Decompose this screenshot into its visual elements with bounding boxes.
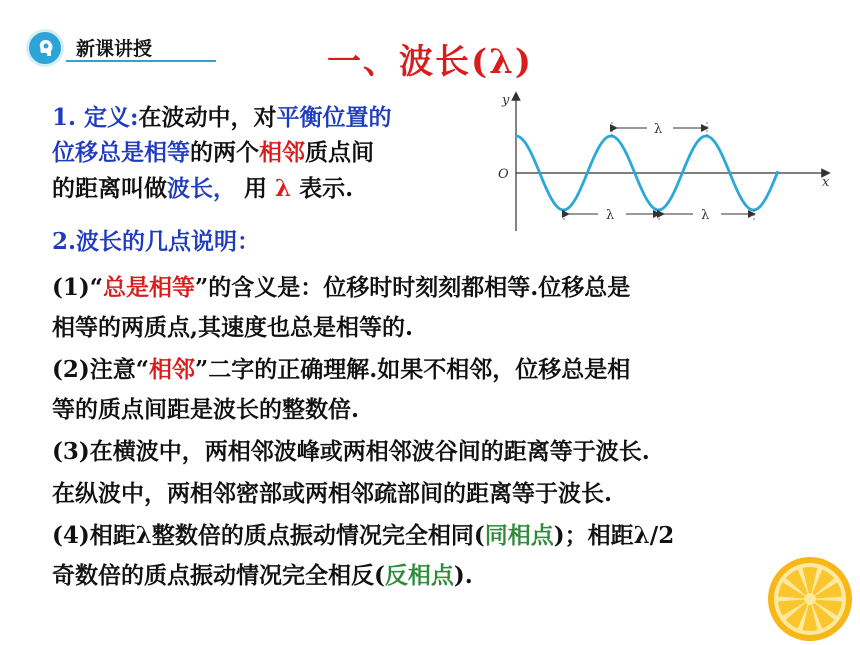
origin-label: O xyxy=(498,167,509,182)
section-heading: 2.波长的几点说明： xyxy=(52,228,261,255)
item-4-line-2 xyxy=(52,558,473,593)
item-1-line-1 xyxy=(52,270,630,305)
definition-label: 1. 定义: xyxy=(52,104,139,131)
definition-line-1 xyxy=(52,100,392,135)
item-3-line-1: (3)在横波中，两相邻波峰或两相邻波谷间的距离等于波长. xyxy=(52,438,650,465)
item-3-line-2: 在纵波中，两相邻密部或两相邻疏部间的距离等于波长. xyxy=(52,480,613,507)
item-text: )；相距λ/2 xyxy=(553,522,675,549)
item-text: ). xyxy=(453,562,473,589)
term-always-equal: 总是相等 xyxy=(103,274,195,301)
item-2-line-1 xyxy=(52,352,630,387)
definition-line-3 xyxy=(52,171,353,206)
term-adjacent-emph: 相邻 xyxy=(149,356,195,383)
wave-diagram xyxy=(492,86,838,236)
item-text: ”的含义是：位移时时刻刻都相等.位移总是 xyxy=(195,274,631,301)
term-anti-phase: 反相点 xyxy=(384,562,454,589)
item-text: ”二字的正确理解.如果不相邻，位移总是相 xyxy=(195,356,631,383)
page-title: 一、波长(λ) xyxy=(326,42,533,82)
definition-line-2 xyxy=(52,135,374,170)
lambda-symbol: λ xyxy=(275,175,292,202)
lemon-slice-icon xyxy=(764,556,856,642)
definition-text: 质点间 xyxy=(305,139,374,166)
y-axis-label: y xyxy=(502,93,510,108)
x-axis-label: x xyxy=(822,175,830,190)
item-text: (4)相距λ整数倍的质点振动情况完全相同( xyxy=(52,522,485,549)
lambda-top-label: λ xyxy=(654,122,663,137)
term-equilibrium: 平衡位置的 xyxy=(276,104,392,131)
section-badge-label: 新课讲授 xyxy=(76,38,153,60)
item-4-line-1 xyxy=(52,518,674,553)
lambda-left-label: λ xyxy=(606,208,615,223)
guide-lines xyxy=(564,122,754,222)
item-text: (1)“ xyxy=(52,274,103,301)
definition-text: 的两个 xyxy=(190,139,259,166)
definition-text: 的距离叫做 xyxy=(52,175,167,202)
term-wavelength: 波长， xyxy=(167,175,236,202)
dimension-lines xyxy=(566,128,752,214)
item-1-line-2: 相等的两质点,其速度也总是相等的. xyxy=(52,314,414,341)
definition-text: 表示. xyxy=(291,175,354,202)
term-adjacent: 相邻 xyxy=(259,139,305,166)
definition-text: 用 xyxy=(236,175,276,202)
term-displacement: 位移总是相等 xyxy=(52,139,190,166)
definition-text: 在波动中，对 xyxy=(138,104,277,131)
lambda-right-label: λ xyxy=(701,208,710,223)
item-text: (2)注意“ xyxy=(52,356,149,383)
term-in-phase: 同相点 xyxy=(484,522,554,549)
item-text: 奇数倍的质点振动情况完全相反( xyxy=(52,562,385,589)
item-2-line-2: 等的质点间距是波长的整数倍. xyxy=(52,396,360,423)
